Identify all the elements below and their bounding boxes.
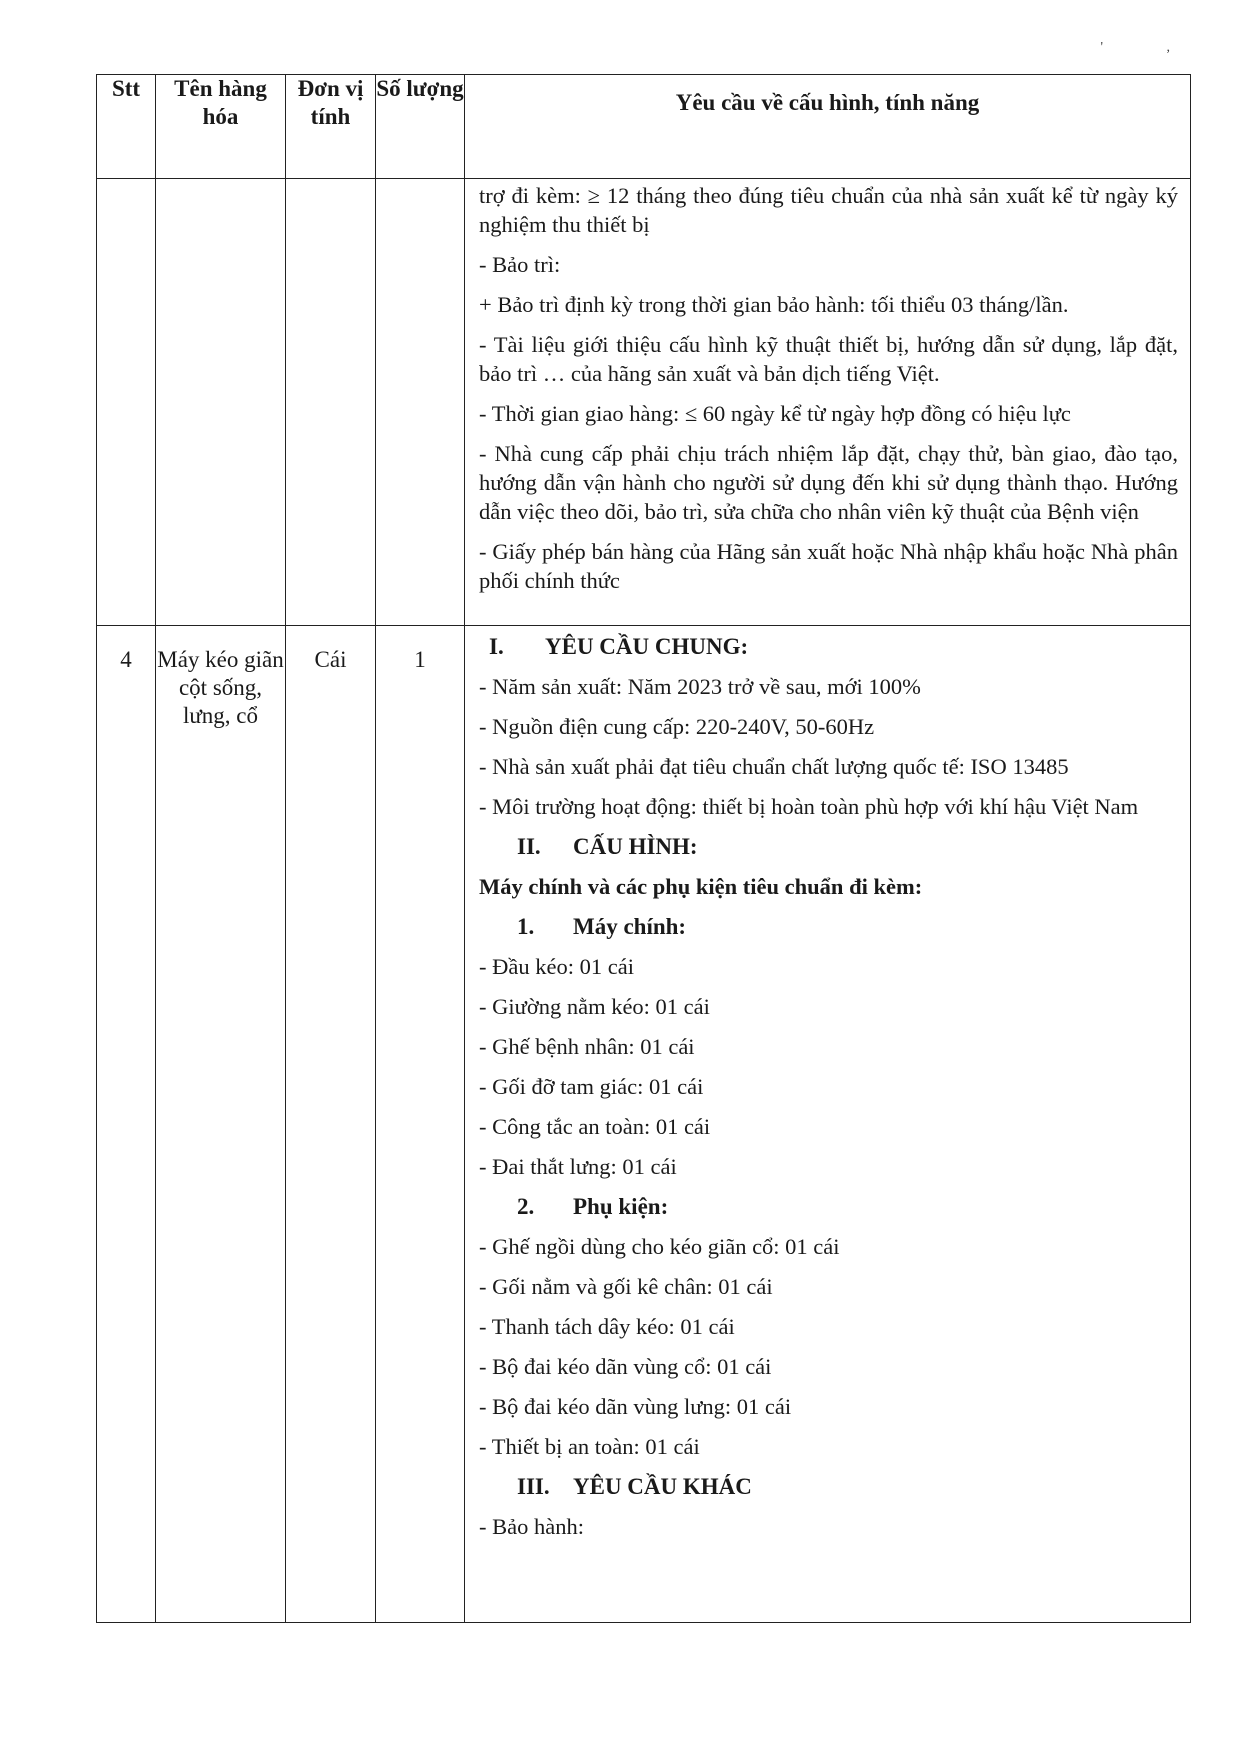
header-stt: Stt (97, 75, 156, 179)
continuation-line: - Tài liệu giới thiệu cấu hình kỹ thuật thiết bị, hướng dẫn sử dụng, lắp đặt, bảo trì … của hãng sản xuất và bản dịch tiếng Việt. (479, 332, 1178, 386)
component-line: - Công tắc an toàn: 01 cái (479, 1114, 711, 1139)
specification-table (96, 74, 1191, 1623)
table-row-item-4 (97, 626, 1191, 1623)
table-header-row (97, 75, 1191, 179)
header-unit: Đơn vị tính (286, 75, 376, 179)
header-qty: Số lượng (376, 75, 465, 179)
scan-corner-marks: ' , (1100, 40, 1200, 55)
cell-item-requirements (465, 626, 1191, 1623)
component-line: - Đầu kéo: 01 cái (479, 954, 634, 979)
accessory-line: - Thanh tách dây kéo: 01 cái (479, 1314, 735, 1339)
accessory-line: - Bộ đai kéo dãn vùng cổ: 01 cái (479, 1354, 772, 1379)
section-heading-other: III. YÊU CẦU KHÁC (517, 1474, 752, 1499)
cell-empty-stt (97, 179, 156, 626)
cell-unit: Cái (286, 626, 376, 1623)
section-heading-configuration: II. CẤU HÌNH: (517, 834, 698, 859)
cell-stt: 4 (97, 626, 156, 1623)
cell-empty-qty (376, 179, 465, 626)
requirement-line: - Bảo hành: (479, 1514, 584, 1539)
requirement-line: - Nhà sản xuất phải đạt tiêu chuẩn chất lượng quốc tế: ISO 13485 (479, 754, 1069, 779)
requirement-line: - Năm sản xuất: Năm 2023 trở về sau, mới 100% (479, 674, 921, 699)
component-line: - Gối đỡ tam giác: 01 cái (479, 1074, 704, 1099)
continuation-line: - Nhà cung cấp phải chịu trách nhiệm lắp đặt, chạy thử, bàn giao, đào tạo, hướng dẫn vận hành cho người sử dụng đến khi sử dụng thành thạo. Hướng dẫn việc theo dõi, bảo trì, sửa chữa cho nhân viên kỹ thuật của Bệnh viện (479, 441, 1178, 524)
accessory-line: - Thiết bị an toàn: 01 cái (479, 1434, 700, 1459)
component-line: - Giường nằm kéo: 01 cái (479, 994, 710, 1019)
continuation-line: - Giấy phép bán hàng của Hãng sản xuất hoặc Nhà nhập khẩu hoặc Nhà phân phối chính thức (479, 539, 1178, 593)
cell-qty: 1 (376, 626, 465, 1623)
subheading-accessories: 2. Phụ kiện: (517, 1194, 669, 1219)
requirement-line: - Nguồn điện cung cấp: 220-240V, 50-60Hz (479, 714, 875, 739)
cell-item-name: Máy kéo giãn cột sống, lưng, cổ (156, 626, 286, 1623)
configuration-intro: Máy chính và các phụ kiện tiêu chuẩn đi kèm: (479, 874, 923, 899)
section-heading-general: I. YÊU CẦU CHUNG: (489, 634, 749, 659)
accessory-line: - Bộ đai kéo dãn vùng lưng: 01 cái (479, 1394, 792, 1419)
continuation-line: - Thời gian giao hàng: ≤ 60 ngày kể từ ngày hợp đồng có hiệu lực (479, 401, 1071, 426)
component-line: - Đai thắt lưng: 01 cái (479, 1154, 677, 1179)
continuation-line: + Bảo trì định kỳ trong thời gian bảo hành: tối thiểu 03 tháng/lần. (479, 292, 1069, 317)
continuation-line: - Bảo trì: (479, 252, 561, 277)
cell-empty-unit (286, 179, 376, 626)
cell-continuation-requirements (465, 179, 1191, 626)
requirement-line: - Môi trường hoạt động: thiết bị hoàn toàn phù hợp với khí hậu Việt Nam (479, 794, 1139, 819)
continuation-line: trợ đi kèm: ≥ 12 tháng theo đúng tiêu chuẩn của nhà sản xuất kể từ ngày ký nghiệm thu thiết bị (479, 183, 1178, 237)
cell-empty-name (156, 179, 286, 626)
accessory-line: - Ghế ngồi dùng cho kéo giãn cổ: 01 cái (479, 1234, 840, 1259)
accessory-line: - Gối nằm và gối kê chân: 01 cái (479, 1274, 773, 1299)
component-line: - Ghế bệnh nhân: 01 cái (479, 1034, 695, 1059)
header-name: Tên hàng hóa (156, 75, 286, 179)
header-requirements: Yêu cầu về cấu hình, tính năng (465, 75, 1191, 179)
subheading-main-unit: 1. Máy chính: (517, 914, 687, 939)
table-row-continuation (97, 179, 1191, 626)
